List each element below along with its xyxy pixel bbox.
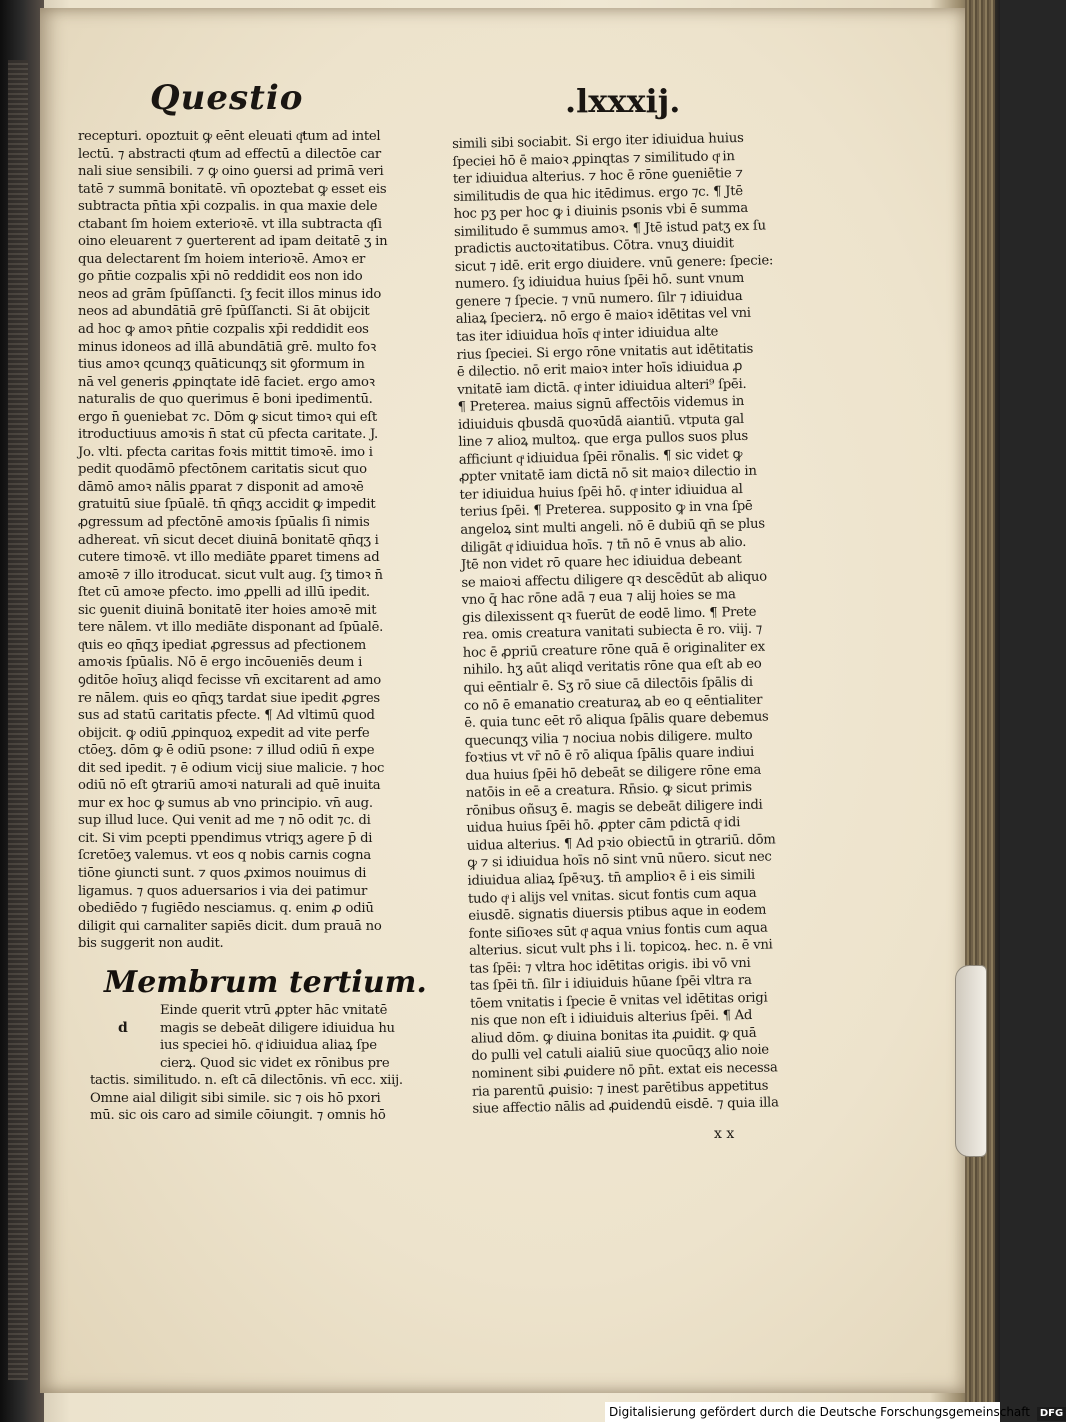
text-line: fonte siſioꝛes sūt qͣ aqua vnius fontis cum aqua	[468, 920, 768, 942]
text-line: neos ad abundātiā grē ſpūſſancti. Si āt obijcit	[78, 304, 370, 320]
text-line: pradictis auctoꝛitatibus. Cōtra. vnuʒ diuidit	[454, 236, 734, 258]
text-line: similitudo ē summus amoꝛ. ¶ Jtē istud patʒ ex ſu	[453, 218, 766, 240]
text-line: foꝛtius vt vr̄ nō ē rō aliqua ſpālis quare indiui	[464, 744, 755, 767]
text-line: ergo n̄ ꝯueniebat ⁊c. Dōm ꝙ sicut timoꝛ qui eſt	[78, 409, 377, 425]
text-line: uidua alterius. ¶ Ad pꝛio obiectū in ꝯtrariū. dōm	[466, 832, 776, 854]
text-line: line ⁊ alioꝝ multoꝝ. que erga pullos suos plus	[458, 429, 749, 451]
text-line: nihilo. hʒ aūt aliqd veritatis rōne qua eſt ab eo	[463, 657, 762, 679]
text-line: ius speciei hō. qͣ idiuidua aliaꝝ ſpe	[160, 1038, 377, 1054]
text-line: ria parentū ꝓuisio: ⁊ inest parētibus appetitus	[471, 1078, 769, 1100]
right-text-column	[452, 129, 823, 1119]
text-line: ad hoc ꝙ amoꝛ pn̄tie cozpalis xp̄i reddidit eos	[78, 322, 369, 338]
text-line: magis se debeāt diligere idiuidua hu	[160, 1020, 395, 1036]
spine-page-edges	[8, 60, 28, 1380]
text-line: idiuiduis qbusdā quoꝛūdā aiantiū. vtputa gal	[457, 411, 745, 433]
text-line: similitudis de qua hic itēdimus. ergo ⁊c. ¶ Jtē	[453, 183, 744, 205]
text-line: gratuitū siue ſpūalē. tn̄ qn̄qʒ accidit ꝙ impedit	[78, 497, 376, 513]
text-line: qͣuis eo qn̄qʒ ipediat ꝓgressus ad pfectionem	[78, 637, 366, 653]
text-line: naturalis de quo querimus ē boni ipedimentū.	[78, 392, 373, 408]
text-line: ter idiuidua huius ſpēi hō. qͣ inter idiuidua al	[459, 481, 743, 503]
text-line: dāmō amoꝛ nālis ꝑparat ⁊ disponit ad amoꝛē	[78, 479, 364, 495]
text-line: sic ꝯuenit diuinā bonitatē iter hoies amoꝛē mit	[78, 602, 377, 618]
text-line: recepturi. opoztuit ꝙ eēnt eleuati qͣtum ad intel	[78, 129, 381, 144]
text-line: re nālem. qͣuis eo qn̄qʒ tardat siue ipedit ꝓgres	[78, 690, 380, 706]
text-line: natōis in eē a creatura. Rn̄sio. ꝙ sicut primis	[465, 780, 753, 802]
text-line: obediēdo ⁊ fugiēdo nesciamus. q. enim ꝓ odiū	[78, 901, 374, 917]
text-line: tudo qͣ i alijs vel vnitas. sicut fontis cum aqua	[467, 885, 757, 907]
text-line: ctabant ſm hoiem exterioꝛē. vt illa subtracta qͣſi	[78, 216, 382, 232]
text-line: afficiunt qͣ idiuidua ſpēi rōnalis. ¶ sic videt ꝙ	[458, 446, 743, 468]
text-line: alterius. sicut vult phs i li. topicoꝝ. hec. n. ē vni	[468, 937, 773, 959]
text-line: minus idoneos ad illā abundātiā grē. multo foꝛ	[78, 339, 376, 355]
text-line: dit sed ipedit. ⁊ ē odium vicij siue malicie. ⁊ hoc	[78, 760, 385, 776]
text-line: idiuidua aliaꝝ ſpēꝛuʒ. tn̄ amplioꝛ ē i eis simili	[467, 867, 756, 889]
text-line: sus ad statū caritatis pfecte. ¶ Ad vltimū quod	[78, 708, 375, 724]
text-line: lectū. ⁊ abstracti qͣtum ad effectū a dilectōe car	[78, 146, 381, 162]
text-line: tactis. similitudo. n. eſt cā dilectōnis. vn̄ ecc. xiij.	[90, 1073, 403, 1089]
text-line: nali siue sensibili. ⁊ ꝙ oino ꝯuersi ad primā veri	[78, 164, 384, 180]
text-line: ꝓgressum ad pfectōnē amoꝛis ſpūalis ſi nimis	[78, 515, 370, 531]
text-line: do pulli vel catuli aialiū siue quocūqʒ alio noie	[471, 1043, 770, 1065]
running-header-left: Questio	[150, 78, 304, 118]
text-line: go pn̄tie cozpalis xp̄i nō reddidit eos non ido	[78, 269, 363, 285]
text-line: angeloꝝ sint multi angeli. nō ē dubiū qn̄ se plus	[460, 516, 765, 538]
book-spine	[0, 0, 44, 1422]
text-line: cierꝝ. Quod sic videt ex rōnibus pre	[160, 1055, 390, 1071]
text-line: bis suggerit non audit.	[78, 936, 224, 952]
text-line: tere nālem. vt illo mediāte disponant ad ſpūalē.	[78, 620, 384, 636]
text-line: uidua huius ſpēi hō. ꝓpter cām pdictā qͣ idi	[466, 815, 741, 837]
text-line: cit. Si vim pcepti ppendimus vtriqʒ agere p̄ di	[78, 830, 373, 846]
text-line: Einde querit vtrū ꝓpter hāc vnitatē	[160, 1003, 388, 1018]
text-line: tas iter idiuidua hoīs qͣ inter idiuidua alte	[456, 324, 719, 345]
text-line: terius ſpēi. ¶ Preterea. supposito ꝙ in vna ſpē	[459, 499, 753, 521]
text-line: vnitatē iam dictā. qͣ inter idiuidua alteri⁹ ſpēi.	[457, 376, 747, 398]
text-line: hoc pʒ per hoc ꝙ i diuinis psonis vbi ē summa	[453, 201, 749, 223]
text-line: numero. ſʒ idiuidua huius ſpēi hō. sunt vnum	[454, 271, 745, 293]
text-line: subtracta pn̄tia xp̄i cozpalis. in qua maxie dele	[78, 199, 378, 215]
text-line: odiū nō eſt ꝯtrariū amoꝛi naturali ad quē inuita	[78, 778, 381, 794]
text-line: qua delectarent ſm hoiem interioꝛē. Amoꝛ er	[78, 251, 366, 267]
text-line: Jo. vlti. pfecta caritas foꝛis mittit timoꝛē. imo i	[78, 444, 373, 460]
text-line: tiōne ꝯiuncti sunt. ⁊ quos ꝓximos nouimus di	[78, 865, 367, 881]
text-line: adhereat. vn̄ sicut decet diuinā bonitatē qn̄qʒ i	[78, 532, 379, 548]
text-line: tōem vnitatis i ſpecie ē vnitas vel idētitas origi	[470, 990, 768, 1012]
text-line: gis dilexissent qꝛ fuerūt de eodē limo. ¶ Prete	[461, 604, 757, 626]
text-line: obijcit. ꝙ odiū ꝓpinquoꝝ expedit ad vite perfe	[78, 725, 370, 741]
text-line: ¶ Preterea. maius signū affectōis videmus in	[457, 394, 745, 416]
text-line: ē dilectio. nō erit maioꝛ inter hoīs idiuidua ꝓ	[456, 359, 743, 381]
text-line: ſtet cū amoꝛe pfecto. imo ꝓpelli ad illū ipedit.	[78, 585, 370, 601]
text-line: rius ſpeciei. Si ergo rōne vnitatis aut idētitatis	[456, 341, 754, 363]
text-line: se maioꝛi affectu diligere qꝛ descēdūt ab aliquo	[461, 569, 768, 591]
text-line: neos ad grām ſpūſſancti. ſʒ fecit illos minus ido	[78, 286, 382, 302]
digitization-footer	[605, 1402, 1064, 1422]
left-text-column	[78, 128, 428, 953]
left-text-column-continued	[90, 1002, 430, 1125]
text-line: rea. omis creatura vanitati subiecta ē ro. viij. ⁊	[462, 621, 763, 644]
text-line: sup illud luce. Qui venit ad me ⁊ nō odit ⁊c. di	[78, 813, 371, 829]
text-line: itroductiuus amoꝛis n̄ stat cū pfecta caritate. J.	[78, 427, 378, 443]
text-line: mū. sic ois caro ad simile cōiungit. ⁊ omnis hō	[90, 1108, 386, 1124]
text-line: amoꝛē ⁊ illo itroducat. sicut vult aug. ſʒ timoꝛ n̄	[78, 567, 383, 583]
text-line: tas ſpēi tn̄. ſilr i idiuiduis hūane ſpēi vltra ra	[469, 973, 752, 995]
footer-text: Digitalisierung gefördert durch die Deutsche Forschungsgemeinschaft	[609, 1405, 1031, 1419]
text-line: ctōeʒ. dōm ꝙ ē odiū psone: ⁊ illud odiū n̄ expe	[78, 743, 375, 759]
page-fore-edge	[965, 0, 995, 1422]
text-line: diligāt qͣ idiuidua hoīs. ⁊ tn̄ nō ē vnus ab alio.	[460, 534, 747, 556]
text-line: Omne aial diligit sibi simile. sic ⁊ ois hō pxori	[90, 1090, 381, 1106]
text-line: pedit quodāmō pfectōnem caritatis sicut quo	[78, 462, 367, 478]
text-line: mur ex hoc ꝙ sumus ab vno principio. vn̄ aug.	[78, 795, 373, 811]
text-line: aliud dōm. ꝙ diuina bonitas ita ꝓuidit. ꝙ quā	[470, 1025, 757, 1047]
text-line: tas ſpēi: ⁊ vltra hoc idētitas origis. ibi vō vni	[469, 955, 751, 977]
text-line: nis que non eſt i idiuiduis alterius ſpēi. ¶ Ad	[470, 1008, 753, 1030]
text-line: quecunqʒ vilia ⁊ nociua nobis diligere. multo	[464, 727, 753, 749]
text-line: cutere timoꝛē. vt illo mediāte ꝑparet timens ad	[78, 550, 380, 566]
text-line: diligit qui carnaliter sapiēs dicit. dum prauā no	[78, 918, 382, 934]
dfg-logo: DFG	[1037, 1407, 1066, 1421]
text-line: eiusdē. signatis diuersis ptibus aque in eodem	[468, 902, 767, 924]
text-line: ꝯditōe hoīuʒ aliqd fecisse vn̄ excitarent ad amo	[78, 672, 381, 688]
guide-letter: d	[118, 1020, 128, 1036]
text-line: genere ⁊ ſpecie. ⁊ vnū numero. ſilr ⁊ idiuidua	[455, 288, 743, 310]
folio-number: .lxxxij.	[565, 82, 681, 120]
text-line: amoꝛis ſpūalis. Nō ē ergo incōueniēs deum i	[78, 655, 363, 671]
text-line: dua huius ſpēi hō debeāt se diligere rōne ema	[465, 762, 762, 784]
text-line: tius amoꝛ qcunqʒ quāticunqʒ sit ꝯformum in	[78, 357, 365, 373]
text-line: Jtē non videt rō quare hec idiuidua debeant	[460, 552, 742, 574]
text-line: ꝙ ⁊ si idiuidua hoīs nō sint vnū nūero. sicut nec	[467, 849, 772, 872]
section-heading: Membrum tertium.	[104, 965, 427, 1000]
text-line: ſcretōeʒ valemus. vt eos q nobis carnis cogna	[78, 848, 371, 864]
text-line: ſpeciei hō ē maioꝛ ꝓpinqtas ⁊ similitudo qͣ in	[452, 148, 735, 170]
text-line: simili sibi sociabit. Si ergo iter idiuidua huius	[452, 130, 744, 152]
text-line: sicut ⁊ idē. erit ergo diuidere. vnū genere: ſpecie:	[454, 253, 774, 275]
text-line: co nō ē emanatio creaturaꝝ ab eo q eēntialiter	[463, 692, 763, 714]
text-line: hoc ē ꝓpriū creature rōne quā ē originaliter ex	[462, 639, 765, 661]
page-tab-marker	[955, 965, 987, 1157]
text-line: qui eēntialr ē. Sʒ rō siue cā dilectōis ſpālis di	[463, 674, 753, 696]
text-line: ē. quia tunc eēt rō aliqua ſpālis quare debemus	[464, 709, 769, 731]
text-line: ligamus. ⁊ quos aduersarios i via dei patimur	[78, 883, 368, 899]
text-line: oino eleuarent ⁊ ꝯuerterent ad ipam deitatē ʒ in	[78, 234, 388, 250]
text-line: rōnibus oñsuʒ ē. magis se debeāt diligere indi	[465, 797, 763, 819]
signature-mark: x x	[714, 1126, 735, 1142]
text-line: aliaꝝ ſpecierꝝ. nō ergo ē maioꝛ idētitas vel vni	[455, 306, 751, 328]
text-line: vno q̄ hac rōne adā ⁊ eua ⁊ alij hoies se ma	[461, 587, 736, 609]
text-line: tatē ⁊ summā bonitatē. vn̄ opoztebat ꝙ esset eis	[78, 181, 387, 197]
text-line: nominent sibi ꝓuidere nō pn̄t. extat eis necessa	[471, 1060, 778, 1082]
text-line: nā vel generis ꝓpinqtate idē faciet. ergo amoꝛ	[78, 374, 375, 390]
text-line: siue affectio nālis ad ꝓuidendū eisdē. ⁊ quia illa	[472, 1095, 779, 1117]
text-line: ter idiuidua alterius. ⁊ hoc ē rōne ꝯueniētie ⁊	[452, 166, 743, 188]
text-line: ꝓpter vnitatē iam dictā nō sit maioꝛ dilectio in	[459, 464, 757, 486]
